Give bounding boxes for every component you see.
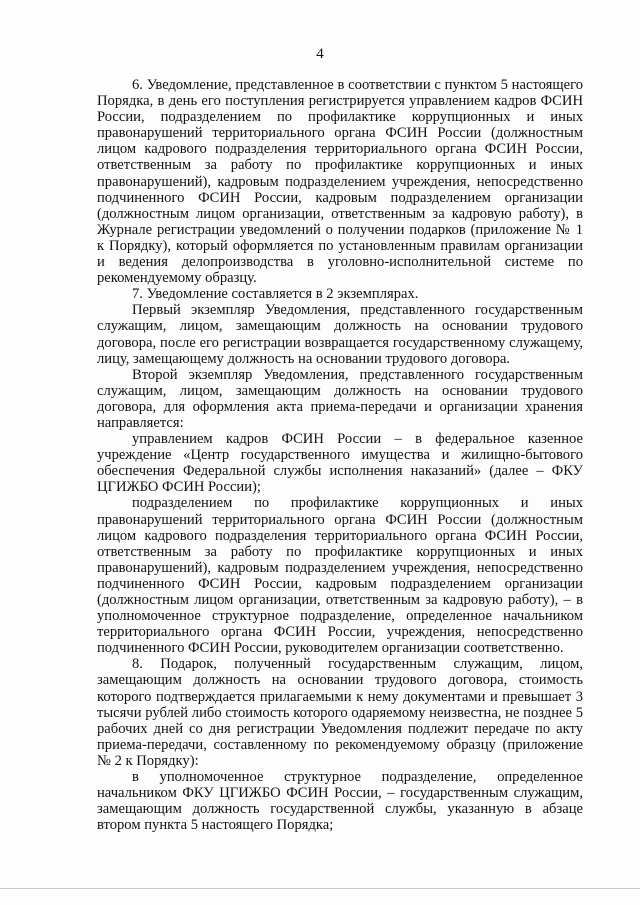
page-bottom-divider [0,888,640,889]
paragraph-item-7: 7. Уведомление составляется в 2 экземплярах. [132,286,419,303]
paragraph-authorized-unit: в уполномоченное структурное подразделение, определенное начальником ФКУ ЦГИЖБО ФСИН России, – государственным служащим, замещающим должность государственной службы, указанную в абзаце втором пункта 5 настоящего Порядка; [97,769,583,834]
paragraph-item-6: 6. Уведомление, представленное в соответствии с пунктом 5 настоящего Порядка, в день его поступления регистрируется управлением кадров ФСИН России, подразделением по профилактике коррупционных и иных правонарушений территориального органа ФСИН России (должностным лицом кадрового подразделения территориального органа ФСИН России, ответственным за работу по профилактике коррупционных и иных правонарушений), кадровым подразделением учреждения, непосредственно подчиненного ФСИН России, кадровым подразделением организации (должностным лицом организации, ответственным за кадровую работу), в Журнале регистрации уведомлений о получении подарков (приложение № 1 к Порядку), который оформляется по установленным правилам организации и ведения делопроизводства в уголовно-исполнительной системе по рекомендуемому образцу. [97,77,583,287]
page-number: 4 [316,46,324,62]
paragraph-second-copy: Второй экземпляр Уведомления, представленного государственным служащим, лицом, замещающим должность на основании трудового договора, для оформления акта приема-передачи и организации хранения направляется: [97,366,583,431]
paragraph-hr-department: управлением кадров ФСИН России – в федеральное казенное учреждение «Центр государственного имущества и жилищно-бытового обеспечения Федеральной службы исполнения наказаний» (далее – ФКУ ЦГИЖБО ФСИН России); [97,431,583,496]
paragraph-prevention-unit: подразделением по профилактике коррупционных и иных правонарушений территориального органа ФСИН России (должностным лицом кадрового подразделения территориального органа ФСИН России, ответственным за работу по профилактике коррупционных и иных правонарушений), кадровым подразделением учреждения, непосредственно подчиненного ФСИН России, кадровым подразделением организации (должностным лицом организации, ответственным за кадровую работу), – в уполномоченное структурное подразделение, определенное начальником территориального органа ФСИН России, учреждения, непосредственно подчиненного ФСИН России, руководителем организации соответственно. [97,495,583,657]
paragraph-item-8: 8. Подарок, полученный государственным служащим, лицом, замещающим должность на основании трудового договора, стоимость которого подтверждается прилагаемыми к нему документами и превышает 3 тысячи рублей либо стоимость которого одаряемому неизвестна, не позднее 5 рабочих дней со дня регистрации Уведомления подлежит передаче по акту приема-передачи, составленному по рекомендуемому образцу (приложение № 2 к Порядку): [97,656,583,769]
document-body [97,77,583,833]
paragraph-first-copy: Первый экземпляр Уведомления, представленного государственным служащим, лицом, замещающим должность на основании трудового договора, после его регистрации возвращается государственному служащему, лицу, замещающему должность на основании трудового договора. [97,302,583,367]
